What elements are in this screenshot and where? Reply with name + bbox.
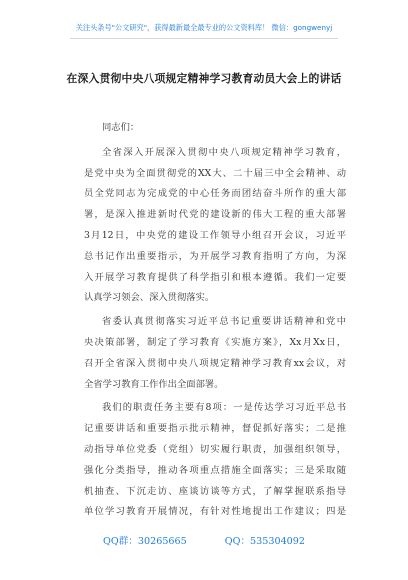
paragraph-line: 员全党同志为完成党的中心任务而团结奋斗所作的重大部 bbox=[84, 188, 346, 200]
paragraph-line: 全省深入开展深入贯彻中央八项规定精神学习教育， bbox=[102, 146, 346, 158]
paragraph-2 bbox=[84, 312, 346, 395]
header-note: 关注头条号"公文研究"，获得最新最全最专业的公文资料库！ 微信：gongwenyj bbox=[75, 23, 333, 32]
footer-qq: QQ：535304092 bbox=[224, 536, 305, 547]
paragraph-line: 3月12日，中央党的建设工作领导小组召开会议，习近平 bbox=[84, 229, 346, 241]
paragraph-line: 认真学习领会、深入贯彻落实。 bbox=[84, 292, 215, 304]
paragraph-line: 召开全省深入贯彻中央八项规定精神学习教育xx会议，对 bbox=[84, 357, 346, 369]
paragraph-line: 省委认真贯彻落实习近平总书记重要讲话精神和党中 bbox=[102, 316, 346, 328]
paragraph-line: 是党中央为全面贯彻党的XX大、二十届三中全会精神、动 bbox=[84, 167, 346, 179]
paragraph-line: 全省学习教育工作作出全面部署。 bbox=[84, 378, 224, 390]
paragraph-line: 单位学习教育开展情况，有针对性地提出工作建议；四是 bbox=[84, 506, 346, 518]
document-title: 在深入贯彻中央八项规定精神学习教育动员大会上的讲话 bbox=[66, 72, 342, 85]
paragraph-line: 记重要讲话和重要指示批示精神，督促抓好落实；二是推 bbox=[84, 423, 346, 435]
paragraph-3 bbox=[84, 398, 346, 523]
greeting: 同志们： bbox=[102, 122, 140, 133]
paragraph-line: 入开展学习教育提供了科学指引和根本遵循。我们一定要 bbox=[84, 271, 346, 283]
header-divider bbox=[70, 38, 338, 39]
paragraph-1 bbox=[84, 143, 346, 309]
paragraph-line: 我们的职责任务主要有8项：一是传达学习习近平总书 bbox=[102, 402, 346, 414]
footer-contact bbox=[0, 536, 408, 548]
paragraph-line: 署，是深入推进新时代党的建设新的伟大工程的重大部署 bbox=[84, 209, 346, 221]
paragraph-line: 强化分类指导，推动各项重点措施全面落实；三是采取随 bbox=[84, 464, 346, 476]
paragraph-line: 总书记作出重要指示，为开展学习教育指明了方向，为深 bbox=[84, 250, 346, 262]
paragraph-line: 央决策部署，制定了学习教育《实施方案》，Xx月Xx日， bbox=[84, 336, 346, 348]
footer-qq-group: QQ群：30265665 bbox=[102, 536, 187, 547]
paragraph-line: 机抽查、下沉走访、座谈访谈等方式，了解掌握联系指导 bbox=[84, 485, 346, 497]
paragraph-line: 动指导单位党委（党组）切实履行职责，加强组织领导， bbox=[84, 443, 346, 455]
document-body bbox=[84, 118, 346, 523]
